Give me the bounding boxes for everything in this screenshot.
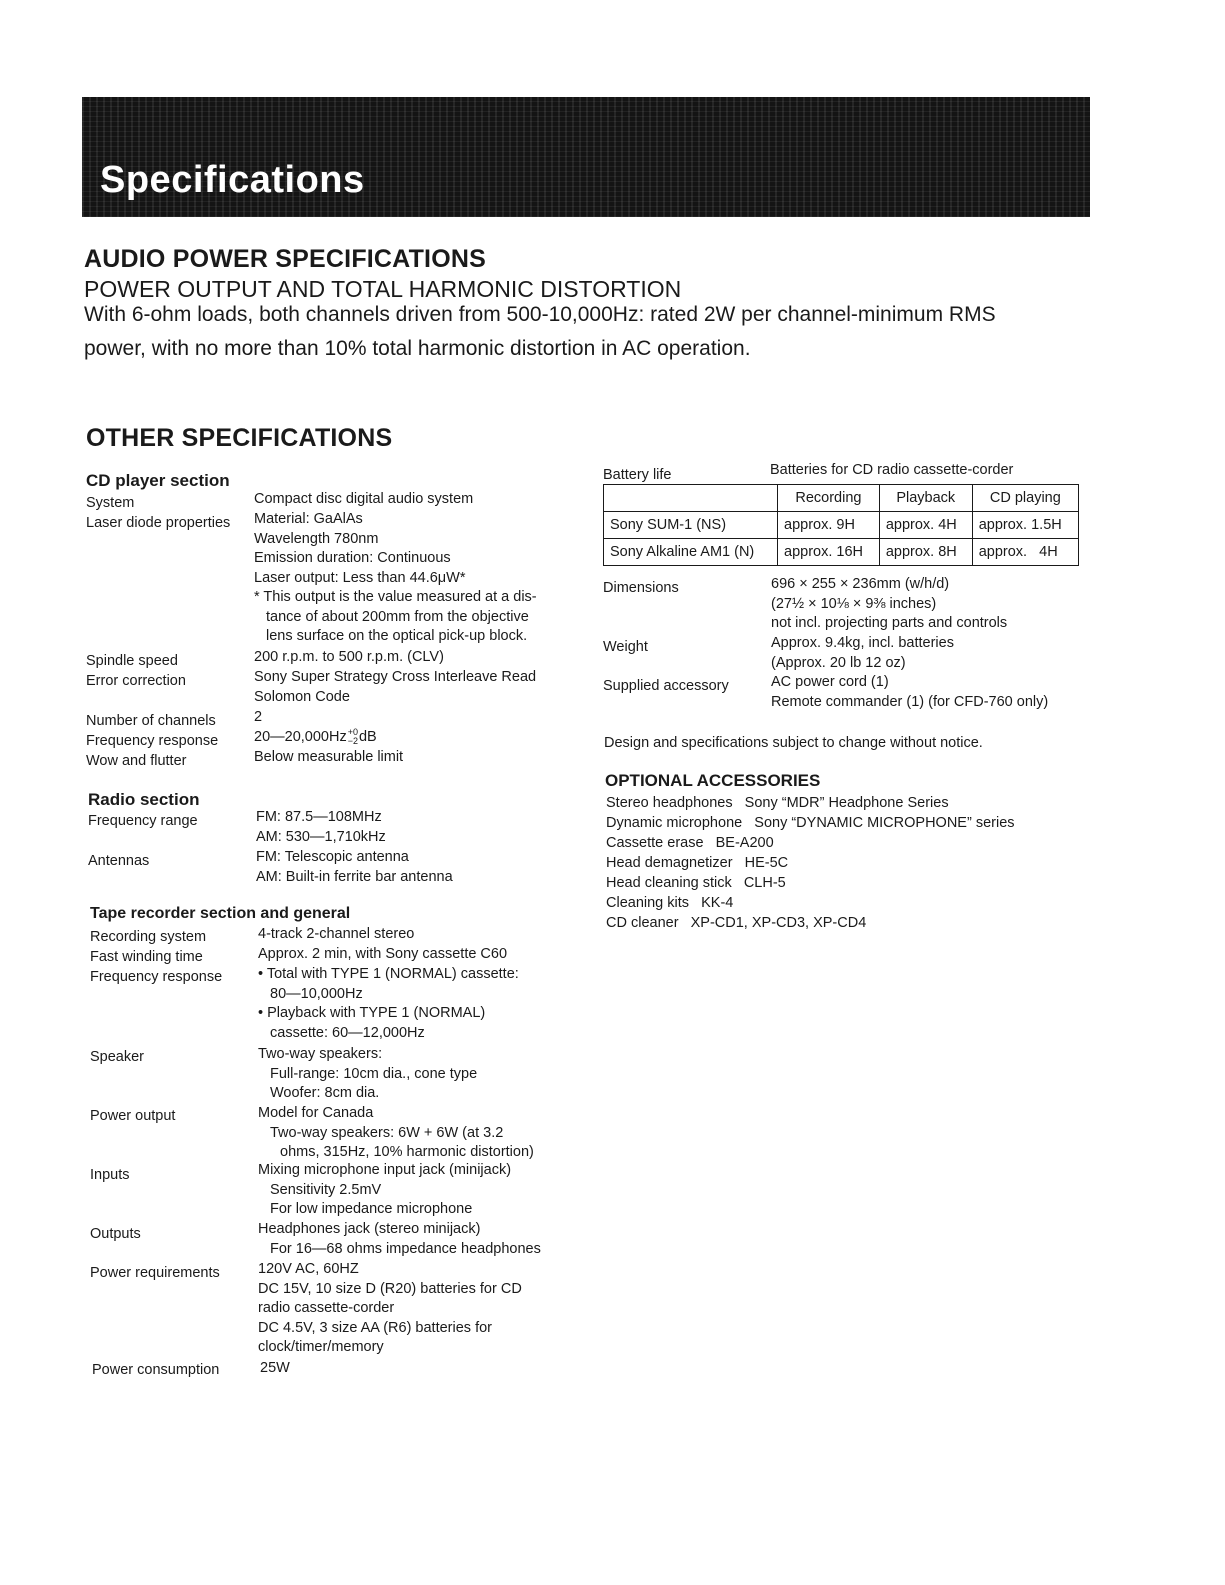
radio-antennas-values: FM: Telescopic antenna AM: Built-in ferrite bar antenna (256, 849, 453, 885)
tape-power-req-label: Power requirements (90, 1265, 220, 1281)
tape-outputs-label: Outputs (90, 1226, 141, 1242)
audio-power-heading: AUDIO POWER SPECIFICATIONS (84, 245, 486, 273)
cd-laser-label: Laser diode properties (86, 515, 231, 531)
weight-label: Weight (603, 639, 648, 655)
tape-power-consumption-value: 25W (260, 1360, 290, 1376)
table-header-cell: Playback (879, 485, 972, 512)
cd-spindle-value: 200 r.p.m. to 500 r.p.m. (CLV) (254, 649, 444, 665)
audio-power-subheading: POWER OUTPUT AND TOTAL HARMONIC DISTORTION (84, 276, 682, 302)
table-cell: Sony Alkaline AM1 (N) (604, 539, 778, 566)
radio-freq-label: Frequency range (88, 813, 198, 829)
design-notice: Design and specifications subject to change without notice. (604, 735, 983, 751)
tape-section-title: Tape recorder section and general (90, 905, 351, 922)
tape-power-consumption-label: Power consumption (92, 1362, 220, 1378)
radio-antennas-label: Antennas (88, 853, 150, 869)
cd-section-title: CD player section (86, 471, 230, 490)
other-specifications-heading: OTHER SPECIFICATIONS (86, 424, 393, 452)
tape-fast-label: Fast winding time (90, 949, 203, 965)
tape-inputs-values: Mixing microphone input jack (minijack) Sensitivity 2.5mV For low impedance microphone (258, 1162, 512, 1217)
table-cell: approx. 9H (778, 512, 880, 539)
cd-wow-value: Below measurable limit (254, 749, 404, 765)
list-item: Head cleaning stick CLH-5 (606, 875, 786, 891)
table-row (604, 512, 1079, 539)
table-header-cell: CD playing (972, 485, 1078, 512)
cd-laser-values: Material: GaAlAs Wavelength 780nm Emission duration: Continuous Laser output: Less than 44.6μW* * This output is the value measured at a dis- tance of about 200mm from the objective lens surface on the optical pick-up block. (254, 511, 537, 644)
cd-wow-label: Wow and flutter (86, 753, 187, 769)
dimensions-values: 696 × 255 × 236mm (w/h/d) (27½ × 10⅛ × 9⅜ inches) not incl. projecting parts and controls (771, 576, 1008, 631)
table-row (604, 539, 1079, 566)
tape-rec-value: 4-track 2-channel stereo (258, 926, 415, 942)
supplied-accessory-label: Supplied accessory (603, 678, 729, 694)
tape-fast-value: Approx. 2 min, with Sony cassette C60 (258, 946, 508, 962)
tape-power-output-label: Power output (90, 1108, 176, 1124)
tape-freq-label: Frequency response (90, 969, 223, 985)
table-row (604, 485, 1079, 512)
tape-speaker-label: Speaker (90, 1049, 145, 1065)
cd-channels-value: 2 (254, 709, 263, 725)
dimensions-label: Dimensions (603, 580, 679, 596)
table-cell: approx. 1.5H (972, 512, 1078, 539)
tape-inputs-label: Inputs (90, 1167, 130, 1183)
table-cell: approx. 16H (778, 539, 880, 566)
tape-rec-label: Recording system (90, 929, 207, 945)
weight-values: Approx. 9.4kg, incl. batteries (Approx. 20 lb 12 oz) (771, 635, 954, 671)
cd-system-value: Compact disc digital audio system (254, 491, 474, 507)
battery-life-label: Battery life (603, 467, 672, 483)
list-item: Cassette erase BE-A200 (606, 835, 774, 851)
optional-accessories-heading: OPTIONAL ACCESSORIES (605, 771, 821, 790)
list-item: Cleaning kits KK-4 (606, 895, 734, 911)
tape-outputs-values: Headphones jack (stereo minijack) For 16—68 ohms impedance headphones (258, 1221, 541, 1257)
radio-section-title: Radio section (88, 790, 200, 809)
tape-power-output-values: Model for Canada Two-way speakers: 6W + 6W (at 3.2 ohms, 315Hz, 10% harmonic distortion) (258, 1105, 534, 1160)
table-cell: approx. 8H (879, 539, 972, 566)
audio-power-text-line2: power, with no more than 10% total harmonic distortion in AC operation. (84, 337, 751, 360)
list-item: Stereo headphones Sony “MDR” Headphone Series (606, 795, 949, 811)
table-cell: approx. 4H (972, 539, 1078, 566)
battery-caption: Batteries for CD radio cassette-corder (770, 462, 1014, 478)
cd-channels-label: Number of channels (86, 713, 216, 729)
cd-freq-label: Frequency response (86, 733, 219, 749)
cd-system-label: System (86, 495, 135, 511)
list-item: Head demagnetizer HE-5C (606, 855, 789, 871)
table-header-cell (604, 485, 778, 512)
cd-spindle-label: Spindle speed (86, 653, 178, 669)
table-cell: approx. 4H (879, 512, 972, 539)
cd-freq-value: 20—20,000Hz +0 −2 dB (254, 727, 377, 747)
list-item: CD cleaner XP-CD1, XP-CD3, XP-CD4 (606, 915, 867, 931)
audio-power-text-line1: With 6-ohm loads, both channels driven from 500-10,000Hz: rated 2W per channel-minimum RMS (84, 303, 996, 326)
table-cell: Sony SUM-1 (NS) (604, 512, 778, 539)
supplied-accessory-values: AC power cord (1) Remote commander (1) (for CFD-760 only) (771, 674, 1049, 710)
tape-freq-values: • Total with TYPE 1 (NORMAL) cassette: 80—10,000Hz • Playback with TYPE 1 (NORMAL) cassette: 60—12,000Hz (258, 966, 519, 1041)
specifications-banner (82, 97, 1090, 217)
table-header-cell: Recording (778, 485, 880, 512)
banner-title: Specifications (100, 159, 365, 201)
battery-life-table (603, 484, 1079, 566)
list-item: Dynamic microphone Sony “DYNAMIC MICROPHONE” series (606, 815, 1015, 831)
cd-error-label: Error correction (86, 673, 186, 689)
radio-freq-values: FM: 87.5—108MHz AM: 530—1,710kHz (256, 809, 386, 845)
tape-power-req-values: 120V AC, 60HZ DC 15V, 10 size D (R20) batteries for CD radio cassette-corder DC 4.5V, 3 size AA (R6) batteries for clock/timer/memory (258, 1261, 522, 1355)
cd-error-values: Sony Super Strategy Cross Interleave Read Solomon Code (254, 669, 537, 705)
tape-speaker-values: Two-way speakers: Full-range: 10cm dia., cone type Woofer: 8cm dia. (258, 1046, 478, 1101)
